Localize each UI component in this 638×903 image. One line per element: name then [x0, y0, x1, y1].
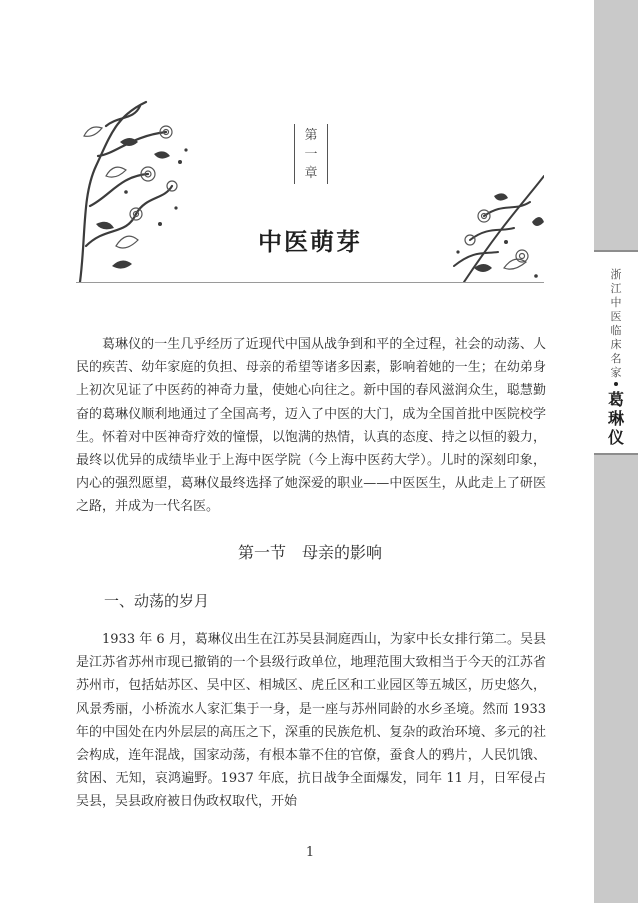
- chapter-label-char: 一: [304, 147, 318, 162]
- body-paragraph: 1933 年 6 月，葛琳仪出生在江苏吴县洞庭西山，为家中长女排行第二。吴县是江苏省苏州市现已撤销的一个县级行政单位，地理范围大致相当于今天的江苏省苏州市，包括姑苏区、吴中区、相城区、虎丘区和工业园区等五城区，历史悠久，风景秀丽，小桥流水人家汇集于一身，是一座与苏州同龄的水乡圣境。然而 1933 年的中国处在内外层层的高压之下，深重的民族危机、复杂的政治环境、多元的社会构成，连年混战，国家动荡，有根本靠不住的官僚，蚕食人的鸦片，人民饥饿、贫困、无知，哀鸿遍野。1937 年底，抗日战争全面爆发，同年 11 月，日军侵占吴县，吴县政府被日伪政权取代，开始: [76, 632, 546, 810]
- book-author-name: 葛琳仪: [607, 390, 624, 447]
- chapter-intro-paragraph: 葛琳仪的一生几乎经历了近现代中国从战争到和平的全过程，社会的动荡、人民的疾苦、幼年家庭的负担、母亲的希望等诸多因素，影响着她的一生；在幼弟身上初次见证了中医药的神奇力量，使她心向往之。新中国的春风滋润众生，聪慧勤奋的葛琳仪顺利地通过了全国高考，迈入了中医的大门，成为全国首批中医院校学生。怀着对中医神奇疗效的憧憬，以饱满的热情，认真的态度、持之以恒的毅力，最终以优异的成绩毕业于上海中医学院（今上海中医药大学）。儿时的深刻印象，内心的强烈愿望，葛琳仪最终选择了她深爱的职业——中医医生，从此走上了研医之路，并成为一代名医。: [76, 337, 546, 515]
- chapter-title: 中医萌芽: [258, 228, 362, 256]
- side-tab-label-band: [594, 250, 638, 455]
- page-number: 1: [305, 845, 315, 860]
- chapter-label-char: 章: [304, 166, 318, 181]
- book-series-title: 浙江中医临床名家: [610, 268, 622, 379]
- side-tab: [594, 0, 638, 903]
- chapter-number-label: [294, 124, 328, 184]
- separator-dot: [614, 382, 618, 386]
- subsection-title: 一、动荡的岁月: [104, 592, 210, 610]
- chapter-label-char: 第: [304, 128, 318, 143]
- section-title: 第一节 母亲的影响: [237, 543, 382, 562]
